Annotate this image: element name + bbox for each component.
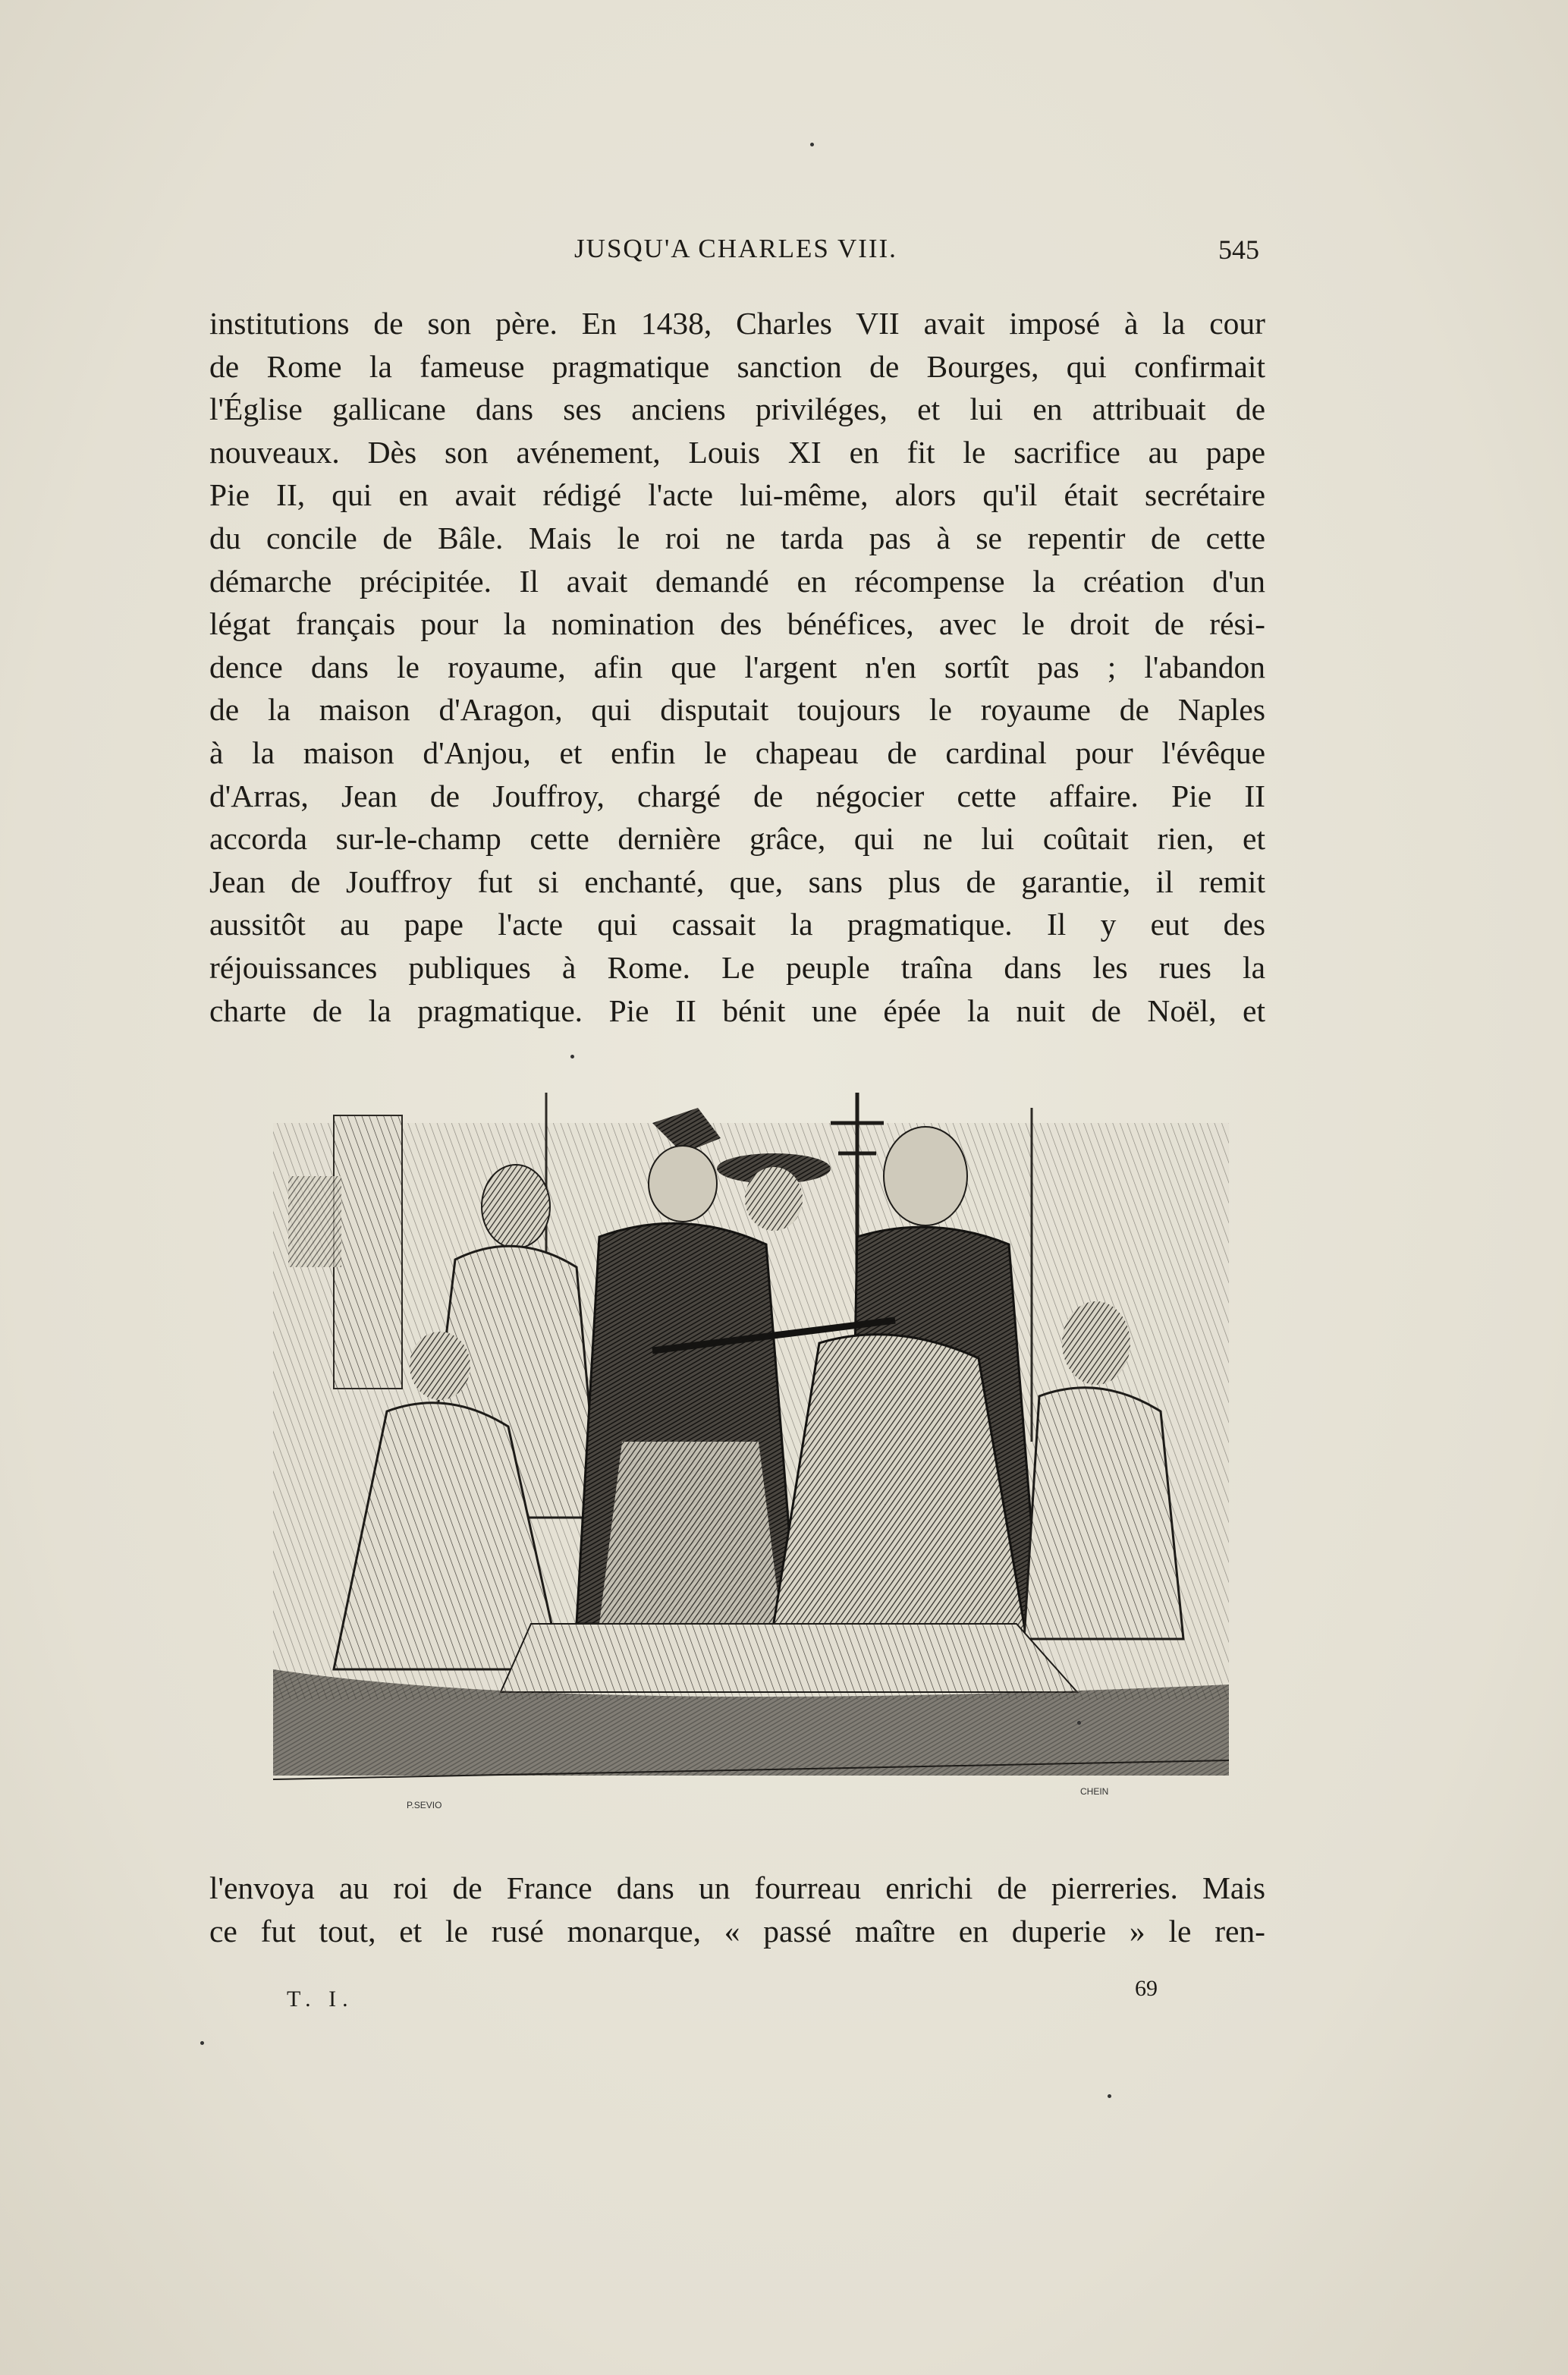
text-line: de Rome la fameuse pragmatique sanction de Bourges, qui confirmait — [209, 348, 1265, 384]
text-line: d'Arras, Jean de Jouffroy, chargé de négocier cette affaire. Pie II — [209, 778, 1265, 813]
running-head: JUSQU'A CHARLES VIII. — [574, 234, 897, 263]
text-line: l'envoya au roi de France dans un fourreau enrichi de pierreries. Mais — [209, 1870, 1265, 1905]
page-number: 545 — [1218, 234, 1259, 265]
text-line: nouveaux. Dès son avénement, Louis XI en fit le sacrifice au pape — [209, 434, 1265, 470]
text-line: de la maison d'Aragon, qui disputait toujours le royaume de Naples — [209, 692, 1265, 728]
text-line: aussitôt au pape l'acte qui cassait la pragmatique. Il y eut des — [209, 907, 1265, 942]
engraving-image — [273, 1093, 1229, 1806]
text-line: à la maison d'Anjou, et enfin le chapeau de cardinal pour l'évêque — [209, 735, 1265, 770]
text-line: du concile de Bâle. Mais le roi ne tarda pas à se repentir de cette — [209, 520, 1265, 555]
body-paragraph-1 — [209, 302, 1265, 1032]
ink-speck — [1108, 2094, 1111, 2098]
text-line: institutions de son père. En 1438, Charles VII avait imposé à la cour — [209, 306, 1265, 341]
ink-speck — [570, 1055, 574, 1059]
text-line: dence dans le royaume, afin que l'argent n'en sortît pas ; l'abandon — [209, 649, 1265, 684]
ink-speck — [1077, 1721, 1081, 1725]
signature-number: 69 — [1135, 1976, 1158, 2001]
text-line: accorda sur-le-champ cette dernière grâce, qui ne lui coûtait rien, et — [209, 821, 1265, 857]
text-line: réjouissances publiques à Rome. Le peuple traîna dans les rues la — [209, 949, 1265, 985]
text-line: démarche précipitée. Il avait demandé en récompense la création d'un — [209, 563, 1265, 599]
ink-speck — [200, 2041, 204, 2045]
ink-speck — [810, 143, 814, 146]
signature-mark: T. I. — [287, 1987, 354, 2012]
engraver-signature-left: P.SEVIO — [407, 1800, 442, 1810]
engraving-illustration — [273, 1093, 1229, 1806]
body-paragraph-2 — [209, 1867, 1265, 1952]
text-line: ce fut tout, et le rusé monarque, « passé maître en duperie » le ren- — [209, 1913, 1265, 1949]
text-line: Jean de Jouffroy fut si enchanté, que, sans plus de garantie, il remit — [209, 863, 1265, 899]
engraver-signature-right: CHEIN — [1080, 1786, 1109, 1797]
page-header — [212, 234, 1259, 272]
text-line: légat français pour la nomination des bénéfices, avec le droit de rési- — [209, 606, 1265, 642]
text-line: Pie II, qui en avait rédigé l'acte lui-même, alors qu'il était secrétaire — [209, 477, 1265, 513]
text-line: l'Église gallicane dans ses anciens priviléges, et lui en attribuait de — [209, 392, 1265, 427]
text-line: charte de la pragmatique. Pie II bénit une épée la nuit de Noël, et — [209, 992, 1265, 1028]
